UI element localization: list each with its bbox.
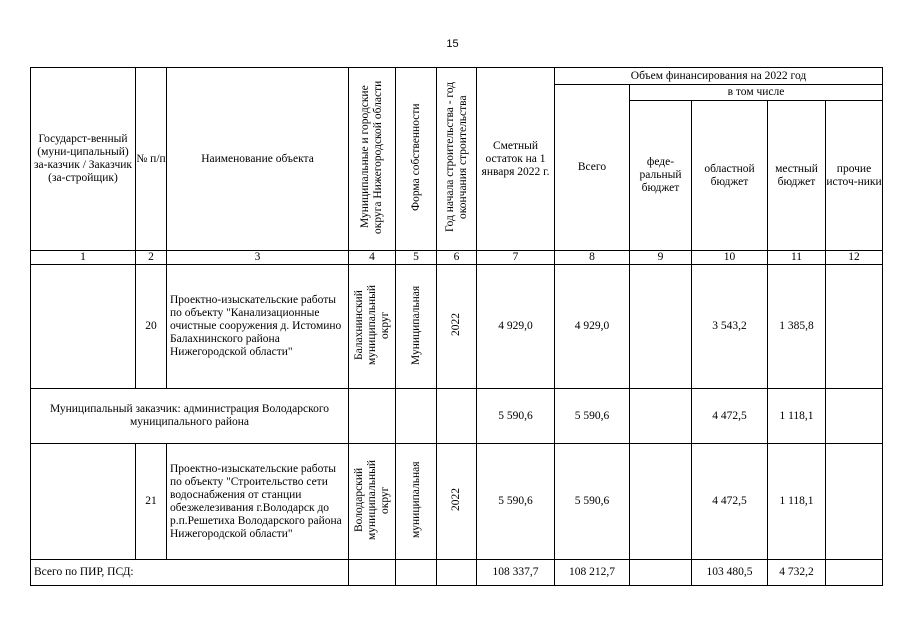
row-num: 21 xyxy=(136,444,167,560)
col-number: 11 xyxy=(768,251,826,265)
district: Балахнинский муниципальный округ xyxy=(352,284,391,365)
total: 5 590,6 xyxy=(555,444,630,560)
object-name: Проектно-изыскательские работы по объекту "Строительство сети водоснабжения от станции обезжелезивания г.Володарск до р.п.Решетиха Володарского района Нижегородской области" xyxy=(167,444,349,560)
federal xyxy=(630,444,692,560)
ownership: муниципальная xyxy=(409,461,422,538)
regional: 4 472,5 xyxy=(692,444,768,560)
local: 1 118,1 xyxy=(768,444,826,560)
col-number: 6 xyxy=(437,251,477,265)
col-number: 3 xyxy=(167,251,349,265)
federal xyxy=(630,560,692,586)
header-ownership: Форма собственности xyxy=(409,103,422,211)
other xyxy=(826,444,883,560)
balance: 5 590,6 xyxy=(477,389,555,444)
total-row xyxy=(31,560,883,586)
col-number: 4 xyxy=(349,251,396,265)
header-federal: феде-ральный бюджет xyxy=(630,101,692,251)
regional: 103 480,5 xyxy=(692,560,768,586)
year: 2022 xyxy=(450,488,462,511)
header-local: местный бюджет xyxy=(768,101,826,251)
federal xyxy=(630,389,692,444)
table-row xyxy=(31,265,883,389)
total-label: Всего по ПИР, ПСД: xyxy=(31,560,349,586)
other xyxy=(826,560,883,586)
col-number: 12 xyxy=(826,251,883,265)
ownership: Муниципальная xyxy=(409,284,422,365)
balance: 5 590,6 xyxy=(477,444,555,560)
column-numbers-row xyxy=(31,251,883,265)
local: 1 385,8 xyxy=(768,265,826,389)
header-object-name: Наименование объекта xyxy=(167,68,349,251)
total: 108 212,7 xyxy=(555,560,630,586)
financing-table xyxy=(30,67,883,586)
local: 1 118,1 xyxy=(768,389,826,444)
header-districts: Муниципальные и городские округа Нижегородской области xyxy=(359,80,384,234)
header-other: прочие источ-ники xyxy=(826,101,883,251)
balance: 108 337,7 xyxy=(477,560,555,586)
header-funding-volume: Объем финансирования на 2022 год xyxy=(555,68,883,85)
balance: 4 929,0 xyxy=(477,265,555,389)
year: 2022 xyxy=(450,313,462,336)
regional: 3 543,2 xyxy=(692,265,768,389)
customer-label: Муниципальный заказчик: администрация Володарского муниципального района xyxy=(31,389,349,444)
header-including: в том числе xyxy=(630,85,883,101)
other xyxy=(826,389,883,444)
col-number: 9 xyxy=(630,251,692,265)
col-number: 10 xyxy=(692,251,768,265)
object-name: Проектно-изыскательские работы по объекту "Канализационные очистные сооружения д. Истомино Балахнинского района Нижегородской области" xyxy=(167,265,349,389)
local: 4 732,2 xyxy=(768,560,826,586)
header-balance: Сметный остаток на 1 января 2022 г. xyxy=(477,68,555,251)
regional: 4 472,5 xyxy=(692,389,768,444)
district: Володарский муниципальный округ xyxy=(352,459,391,540)
col-number: 7 xyxy=(477,251,555,265)
col-number: 5 xyxy=(396,251,437,265)
page-number: 15 xyxy=(446,38,459,50)
header-num: № п/п xyxy=(136,68,167,251)
header-years: Год начала строительства - год окончания строительства xyxy=(443,81,469,233)
table-row xyxy=(31,444,883,560)
total: 4 929,0 xyxy=(555,265,630,389)
federal xyxy=(630,265,692,389)
header-customer: Государст-венный (муни-ципальный) за-казчик / Заказчик (за-стройщик) xyxy=(31,68,136,251)
customer-row xyxy=(31,389,883,444)
other xyxy=(826,265,883,389)
total: 5 590,6 xyxy=(555,389,630,444)
col-number: 2 xyxy=(136,251,167,265)
header-total: Всего xyxy=(555,85,630,251)
col-number: 1 xyxy=(31,251,136,265)
col-number: 8 xyxy=(555,251,630,265)
row-num: 20 xyxy=(136,265,167,389)
header-regional: областной бюджет xyxy=(692,101,768,251)
